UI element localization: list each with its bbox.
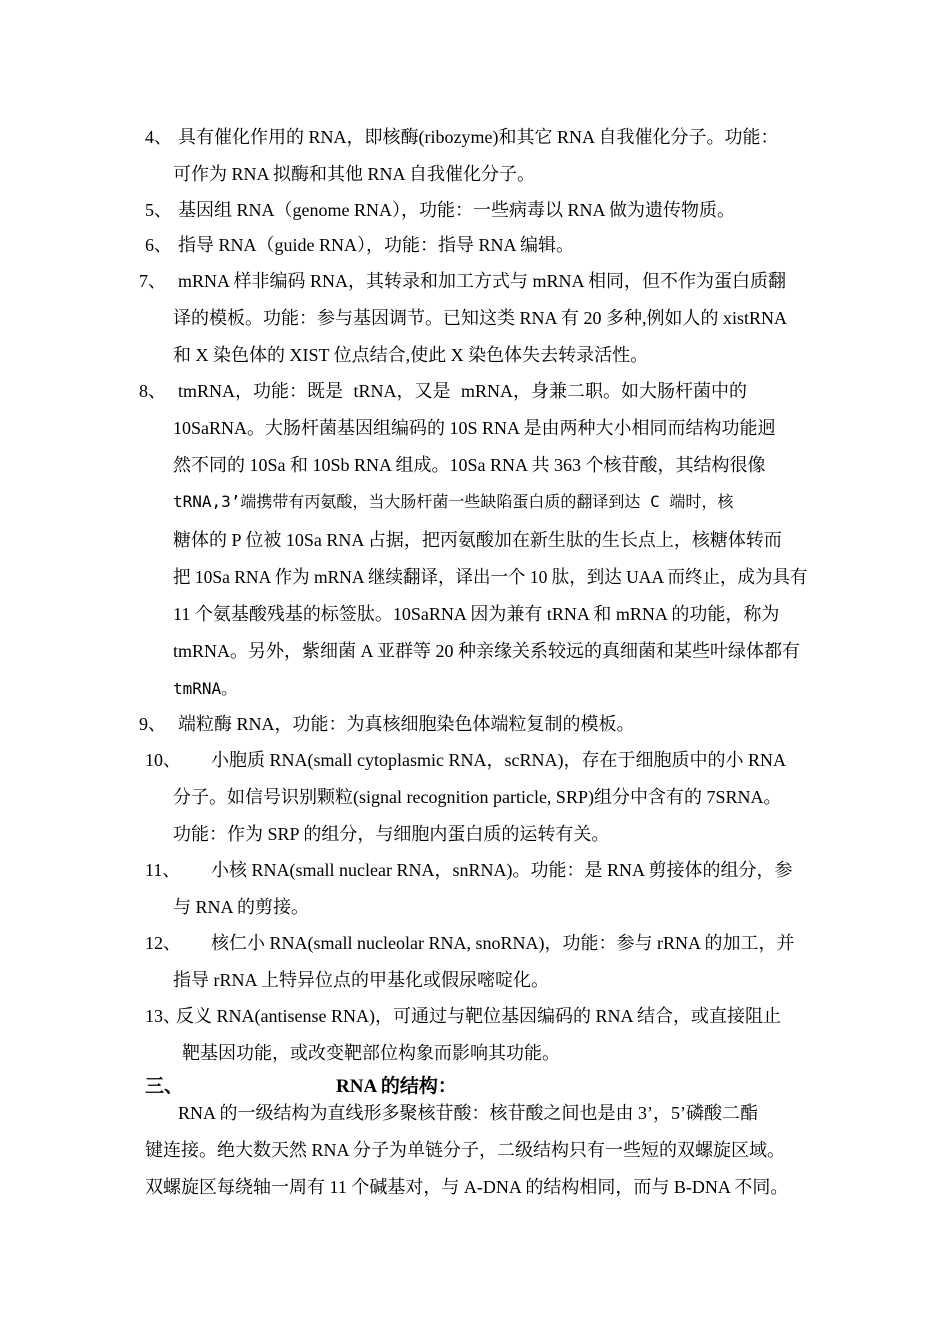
item-text-line: tRNA,3’端携带有丙氨酸，当大肠杆菌一些缺陷蛋白质的翻译到达 C 端时，核 (173, 492, 734, 511)
item-text-line: 分子。如信号识别颗粒(signal recognition particle, SRP)组分中含有的 7SRNA。 (173, 787, 782, 807)
item-number: 7、 (139, 271, 166, 291)
item-text-line: 10SaRNA。大肠杆菌基因组编码的 10S RNA 是由两种大小相同而结构功能迥 (173, 418, 776, 438)
item-text-line: 核仁小 RNA(small nucleolar RNA, snoRNA)，功能：参与 rRNA 的加工，并 (211, 933, 795, 953)
item-number: 6、 (145, 235, 172, 255)
item-number: 8、 (139, 381, 166, 401)
item-text-line: tmRNA。另外，紫细菌 A 亚群等 20 种亲缘关系较远的真细菌和某些叶绿体都有 (173, 641, 801, 661)
item-text-line: 靶基因功能，或改变靶部位构象而影响其功能。 (182, 1043, 560, 1063)
item-number: 11、 (145, 860, 181, 880)
paragraph-line: 键连接。绝大数天然 RNA 分子为单链分子，二级结构只有一些短的双螺旋区域。 (145, 1140, 786, 1160)
item-text-line: 把 10Sa RNA 作为 mRNA 继续翻译，译出一个 10 肽，到达 UAA 而终止，成为具有 (173, 567, 808, 587)
item-text-line: 11 个氨基酸残基的标签肽。10SaRNA 因为兼有 tRNA 和 mRNA 的功能，称为 (173, 604, 780, 624)
item-number: 12、 (145, 933, 181, 953)
item-text-line: 具有催化作用的 RNA，即核酶(ribozyme)和其它 RNA 自我催化分子。功能： (178, 127, 779, 147)
item-text-line: 可作为 RNA 拟酶和其他 RNA 自我催化分子。 (173, 164, 536, 184)
item-text-line: 糖体的 P 位被 10Sa RNA 占据，把丙氨酸加在新生肽的生长点上，核糖体转而 (173, 530, 782, 550)
item-text-line: 小胞质 RNA(small cytoplasmic RNA，scRNA)，存在于细胞质中的小 RNA (211, 750, 786, 770)
paragraph-line: 双螺旋区每绕轴一周有 11 个碱基对，与 A-DNA 的结构相同，而与 B-DNA 不同。 (145, 1177, 789, 1197)
item-text-line: 小核 RNA(small nuclear RNA，snRNA)。功能：是 RNA 剪接体的组分，参 (211, 860, 793, 880)
item-text-line: 译的模板。功能：参与基因调节。已知这类 RNA 有 20 多种,例如人的 xistRNA (173, 308, 788, 328)
section-title: RNA 的结构： (336, 1076, 457, 1097)
item-number: 5、 (145, 200, 172, 220)
item-text-line: 和 X 染色体的 XIST 位点结合,使此 X 染色体失去转录活性。 (173, 345, 649, 365)
item-number: 9、 (139, 714, 166, 734)
section-number: 三、 (145, 1076, 184, 1097)
paragraph-line: RNA 的一级结构为直线形多聚核苷酸：核苷酸之间也是由 3’，5’磷酸二酯 (178, 1103, 758, 1123)
item-number: 10、 (145, 750, 181, 770)
item-text-line: tmRNA，功能：既是 tRNA，又是 mRNA，身兼二职。如大肠杆菌中的 (178, 381, 748, 401)
item-text-line: 反义 RNA(antisense RNA)，可通过与靶位基因编码的 RNA 结合，或直接阻止 (176, 1006, 781, 1026)
item-number: 4、 (145, 127, 172, 147)
item-text-line: 基因组 RNA（genome RNA），功能：一些病毒以 RNA 做为遗传物质。 (178, 200, 735, 220)
item-text-line: 与 RNA 的剪接。 (173, 897, 310, 917)
item-text-line: 功能：作为 SRP 的组分，与细胞内蛋白质的运转有关。 (173, 824, 610, 844)
item-text-line: mRNA 样非编码 RNA，其转录和加工方式与 mRNA 相同，但不作为蛋白质翻 (178, 271, 787, 291)
item-text-line: tmRNA。 (173, 679, 238, 698)
item-text-line: 然不同的 10Sa 和 10Sb RNA 组成。10Sa RNA 共 363 个核苷酸，其结构很像 (173, 455, 766, 475)
item-text-line: 端粒酶 RNA，功能：为真核细胞染色体端粒复制的模板。 (178, 714, 635, 734)
item-text-line: 指导 RNA（guide RNA），功能：指导 RNA 编辑。 (178, 235, 575, 255)
item-text-line: 指导 rRNA 上特异位点的甲基化或假尿嘧啶化。 (173, 970, 550, 990)
item-number: 13、 (145, 1006, 181, 1026)
